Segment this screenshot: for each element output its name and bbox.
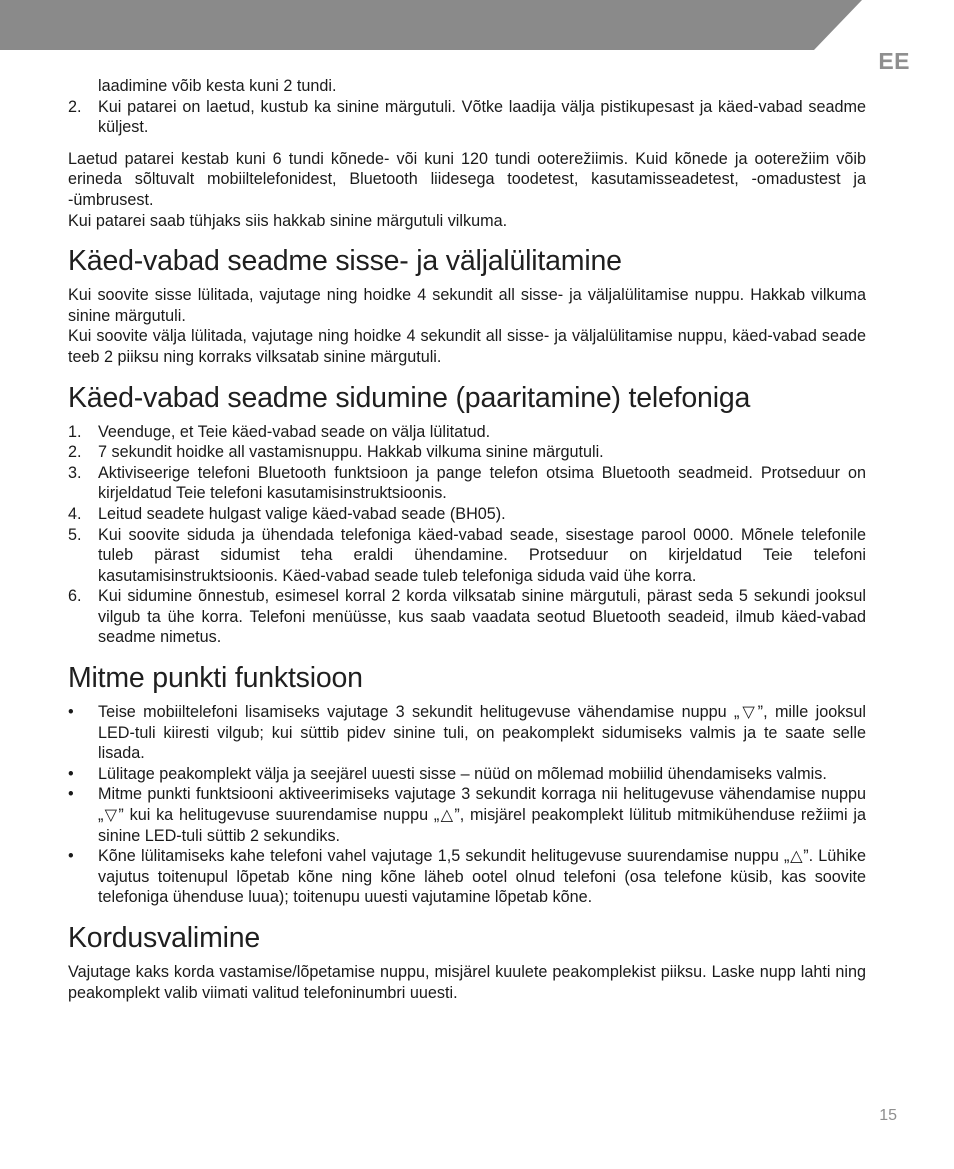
page-content <box>68 76 866 1003</box>
list-item-text: Aktiviseerige telefoni Bluetooth funktsioon ja pange telefon otsima Bluetooth seadmeid. Protseduur on kirjeldatud Teie telefoni kasutamisinstruktsioonis. <box>98 463 866 503</box>
list-number: 6. <box>68 587 82 606</box>
list-item-text: Leitud seadete hulgast valige käed-vabad seade (BH05). <box>98 504 506 523</box>
list-item-text: Teise mobiiltelefoni lisamiseks vajutage 3 sekundit helitugevuse vähendamise nuppu „▽”, mille jooksul LED-tuli kiiresti vilgub; kui süttib pidev sinine tuli, on peakomplekt sidumiseks valmis ja te saate selle lisada. <box>98 703 866 763</box>
bullet: • <box>68 785 74 804</box>
list-item-text: Kui soovite siduda ja ühendada telefoniga käed-vabad seade, sisestage parool 0000. Mõnele telefonile tuleb pärast sidumist teha eraldi ühendamine. Protseduur on kirjeldatud Teie telefoni kasutamisinstruktsioonis. Käed-vabad seade tuleb telefoniga siduda vaid ühe korra. <box>98 525 866 585</box>
language-code: EE <box>878 48 910 74</box>
list-item-text: Lülitage peakomplekt välja ja seejärel uuesti sisse – nüüd on mõlemad mobiilid ühendamiseks valmis. <box>98 764 827 783</box>
list-item-text: Mitme punkti funktsiooni aktiveerimiseks vajutage 3 sekundit korraga nii helitugevuse vähendamise nuppu „▽” kui ka helitugevuse suurendamise nuppu „△”, misjärel peakomplekt lülitub mitmikühenduse režiimi ja sinine LED-tuli süttib 2 sekundiks. <box>98 785 866 845</box>
bullet: • <box>68 703 74 722</box>
list-item-text: Kõne lülitamiseks kahe telefoni vahel vajutage 1,5 sekundit helitugevuse suurendamise nuppu „△”. Lühike vajutus toitenupul lõpetab kõne ning kõne läheb ootel olnud telefoni (osa telefone küsib, kas soovite telefoniga ühenduse luua); toitenupu uuesti vajutamine lõpetab kõne. <box>98 847 866 907</box>
power-on-paragraph: Kui soovite sisse lülitada, vajutage ning hoidke 4 sekundit all sisse- ja väljalülitamise nuppu. Hakkab vilkuma sinine märgutuli. <box>68 286 866 325</box>
list-item-text: 7 sekundit hoidke all vastamisnuppu. Hakkab vilkuma sinine märgutuli. <box>98 443 604 462</box>
list-item-text: Veenduge, et Teie käed-vabad seade on välja lülitatud. <box>98 422 491 441</box>
list-item <box>68 422 866 443</box>
multipoint-bullet-list <box>68 702 866 908</box>
list-item <box>68 702 866 764</box>
section-heading-multipoint: Mitme punkti funktsioon <box>68 662 363 695</box>
section-heading-power: Käed-vabad seadme sisse- ja väljalülitamine <box>68 245 622 278</box>
list-number: 1. <box>68 422 82 441</box>
list-item <box>68 586 866 648</box>
list-number: 2. <box>68 443 82 462</box>
list-item-text: Kui patarei on laetud, kustub ka sinine märgutuli. Võtke laadija välja pistikupesast ja käed-vabad seadme küljest. <box>98 97 866 137</box>
list-item <box>68 463 866 504</box>
power-off-paragraph: Kui soovite välja lülitada, vajutage ning hoidke 4 sekundit all sisse- ja väljalülitamise nuppu, käed-vabad seade teeb 2 piiksu ning korraks vilksatab sinine märgutuli. <box>68 327 866 366</box>
list-number: 5. <box>68 525 82 544</box>
bullet: • <box>68 764 74 783</box>
intro-continuation: laadimine võib kesta kuni 2 tundi. <box>98 77 337 95</box>
bullet: • <box>68 847 74 866</box>
redial-paragraph: Vajutage kaks korda vastamise/lõpetamise nuppu, misjärel kuulete peakomplekist piiksu. Laske nupp lahti ning peakomplekt valib viimati valitud telefoninumbri uuesti. <box>68 963 866 1002</box>
list-item <box>68 504 866 525</box>
pairing-steps-list <box>68 422 866 649</box>
page-number: 15 <box>879 1107 897 1124</box>
list-number: 4. <box>68 504 82 523</box>
battery-empty-paragraph: Kui patarei saab tühjaks siis hakkab sinine märgutuli vilkuma. <box>68 211 508 230</box>
list-item <box>68 525 866 587</box>
list-number: 3. <box>68 463 82 482</box>
list-item-text: Kui sidumine õnnestub, esimesel korral 2 korda vilksatab sinine märgutuli, pärast seda 5 sekundi jooksul vilgub ta ühe korra. Telefoni menüüsse, kus saab vaadata seotud Bluetooth seadeid, ilmub käed-vabad seadme nimetus. <box>98 587 866 647</box>
header-band <box>0 0 954 50</box>
list-item <box>68 846 866 908</box>
list-item <box>68 784 866 846</box>
section-heading-redial: Kordusvalimine <box>68 922 261 954</box>
intro-list-item <box>68 97 866 138</box>
list-item <box>68 764 866 785</box>
list-number: 2. <box>68 97 82 116</box>
section-heading-pairing: Käed-vabad seadme sidumine (paaritamine) telefoniga <box>68 381 751 414</box>
list-item <box>68 442 866 463</box>
battery-paragraph: Laetud patarei kestab kuni 6 tundi kõnede- või kuni 120 tundi ooterežiimis. Kuid kõnede ja ooterežiim võib erineda sõltuvalt mobiiltelefonidest, Bluetooth liidesega toodetest, kasutamisseadetest, -omadustest ja -ümbrusest. <box>68 149 866 209</box>
